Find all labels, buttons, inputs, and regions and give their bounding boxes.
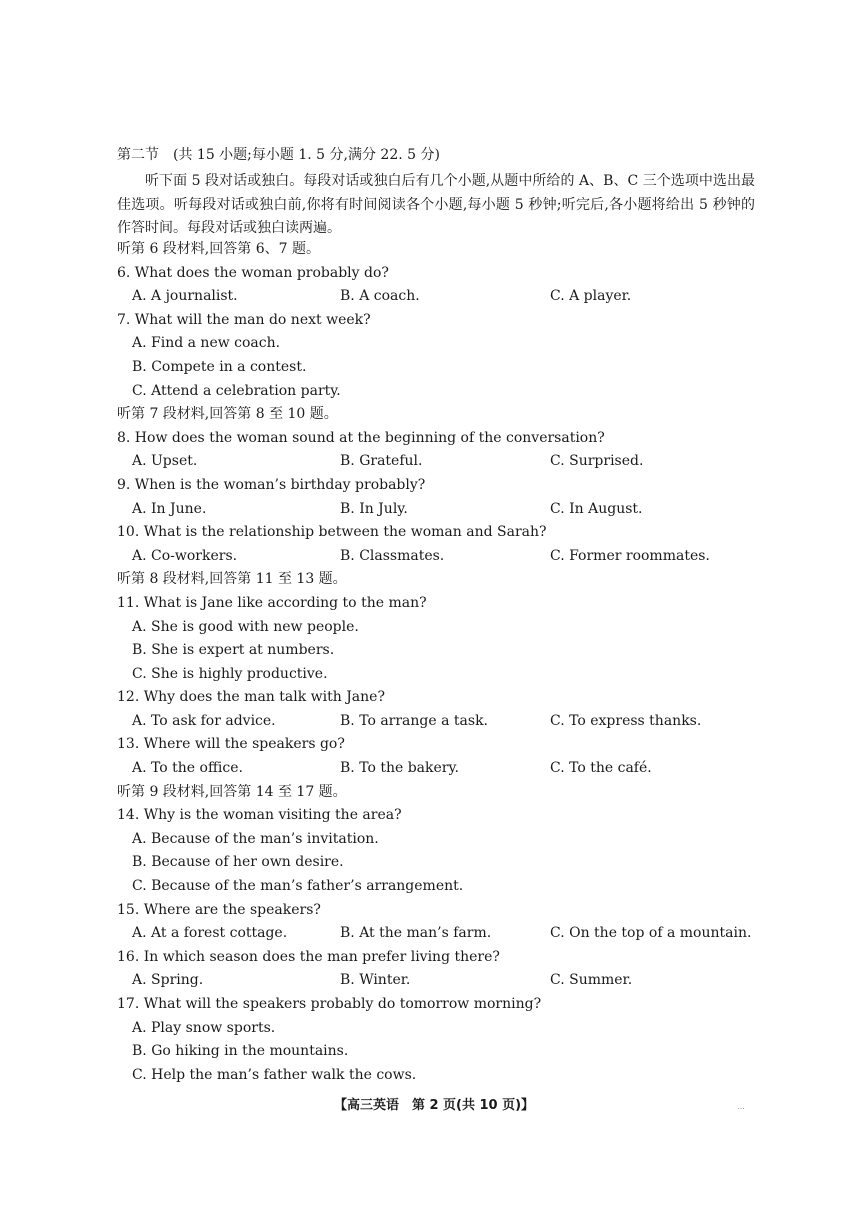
answer-option: A. At a forest cottage.	[132, 925, 288, 942]
question-stem: 13. Where will the speakers go?	[117, 736, 345, 753]
question-stem: 6. What does the woman probably do?	[117, 264, 389, 281]
answer-option: B. Compete in a contest.	[132, 358, 307, 375]
question-stem: 9. When is the woman’s birthday probably?	[117, 476, 426, 493]
material-heading: 听第 7 段材料,回答第 8 至 10 题。	[117, 406, 338, 423]
answer-option: B. Winter.	[340, 972, 411, 989]
answer-options-row	[117, 969, 777, 993]
answer-option: B. She is expert at numbers.	[132, 642, 335, 659]
answer-option: C. She is highly productive.	[132, 665, 328, 682]
question-stem: 17. What will the speakers probably do tomorrow morning?	[117, 996, 542, 1012]
answer-option: A. In June.	[132, 500, 207, 517]
answer-option: C. Former roommates.	[550, 547, 710, 564]
scan-mark: …	[737, 1102, 745, 1111]
answer-options-row	[117, 710, 777, 734]
question-stem: 16. In which season does the man prefer living there?	[117, 948, 500, 965]
page-footer: 【高三英语 第 2 页(共 10 页)】	[333, 1098, 535, 1113]
answer-option: A. She is good with new people.	[132, 618, 359, 635]
answer-option: B. Grateful.	[340, 453, 423, 470]
answer-option: B. In July.	[340, 500, 408, 517]
answer-option: C. To the café.	[550, 760, 652, 777]
answer-option: B. A coach.	[340, 288, 420, 305]
material-heading: 听第 6 段材料,回答第 6、7 题。	[117, 241, 320, 257]
answer-options-row	[117, 285, 777, 309]
instructions-paragraph: 听下面 5 段对话或独白。每段对话或独白后有几个小题,从题中所给的 A、B、C 三个选项中选出最佳选项。听每段对话或独白前,你将有时间阅读各个小题,每小题 5 秒钟;听完后,各小题将给出 5 秒钟的作答时间。每段对话或独白读两遍。	[117, 173, 755, 237]
answer-option: B. To the bakery.	[340, 760, 459, 777]
answer-option: A. A journalist.	[132, 288, 238, 305]
answer-option: B. To arrange a task.	[340, 712, 488, 729]
answer-option: A. To ask for advice.	[132, 712, 276, 729]
answer-option: B. Because of her own desire.	[132, 854, 344, 871]
answer-option: B. At the man’s farm.	[340, 925, 492, 942]
answer-option: B. Classmates.	[340, 547, 445, 564]
question-stem: 12. Why does the man talk with Jane?	[117, 689, 385, 706]
answer-option: A. Play snow sports.	[132, 1019, 276, 1036]
answer-options-row	[117, 498, 777, 522]
answer-option: C. Help the man’s father walk the cows.	[132, 1066, 417, 1083]
answer-option: C. A player.	[550, 288, 632, 305]
answer-option: C. In August.	[550, 500, 643, 517]
answer-option: A. Co-workers.	[132, 547, 238, 564]
question-stem: 7. What will the man do next week?	[117, 311, 371, 328]
question-stem: 10. What is the relationship between the woman and Sarah?	[117, 524, 547, 541]
answer-option: C. Because of the man’s father’s arrangement.	[132, 878, 464, 895]
question-stem: 14. Why is the woman visiting the area?	[117, 807, 402, 824]
answer-option: B. Go hiking in the mountains.	[132, 1043, 349, 1060]
answer-option: A. To the office.	[132, 760, 243, 777]
question-list	[117, 238, 777, 1087]
answer-option: C. Summer.	[550, 972, 633, 989]
answer-option: C. Attend a celebration party.	[132, 382, 341, 399]
answer-option: C. Surprised.	[550, 453, 644, 470]
answer-option: C. On the top of a mountain.	[550, 925, 752, 942]
section-title: 第二节 (共 15 小题;每小题 1. 5 分,满分 22. 5 分)	[117, 147, 440, 163]
material-heading: 听第 8 段材料,回答第 11 至 13 题。	[117, 571, 347, 588]
answer-options-row	[117, 757, 777, 781]
question-stem: 8. How does the woman sound at the beginning of the conversation?	[117, 429, 605, 446]
answer-options-row	[117, 545, 777, 569]
answer-option: A. Find a new coach.	[132, 335, 281, 352]
answer-option: C. To express thanks.	[550, 712, 702, 729]
material-heading: 听第 9 段材料,回答第 14 至 17 题。	[117, 783, 347, 800]
answer-option: A. Spring.	[132, 972, 204, 989]
answer-options-row	[117, 922, 777, 946]
answer-option: A. Because of the man’s invitation.	[132, 830, 379, 847]
answer-options-row	[117, 450, 777, 474]
question-stem: 15. Where are the speakers?	[117, 901, 321, 918]
answer-option: A. Upset.	[132, 453, 198, 470]
question-stem: 11. What is Jane like according to the man?	[117, 594, 427, 611]
